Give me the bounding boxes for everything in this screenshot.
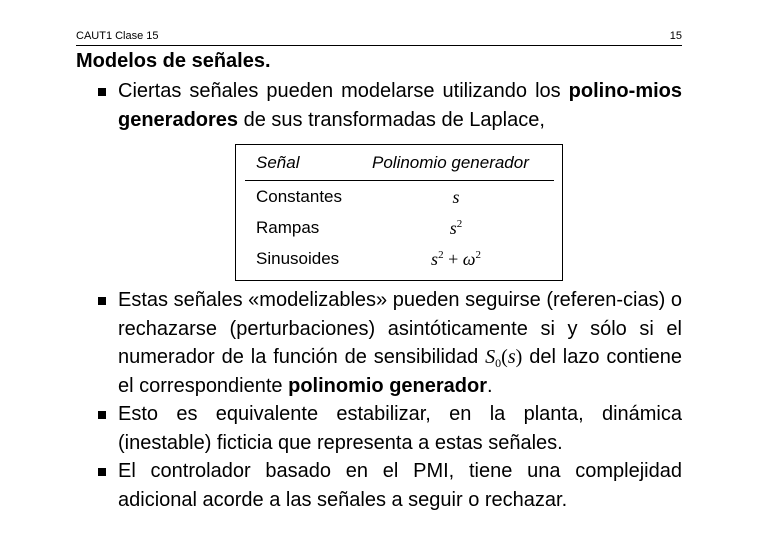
table-header-signal: Señal (256, 153, 300, 172)
bullet-paragraph-3: Esto es equivalente estabilizar, en la planta, dinámica (inestable) ficticia que representa a estas señales. (118, 403, 682, 454)
sensitivity-function: $S_0(s)$ (485, 346, 523, 370)
bold-term: polinomio generador (288, 374, 488, 397)
bold-term: polino-mios generadores (118, 80, 682, 131)
bullet-marker (96, 465, 108, 477)
table-header-polynomial: Polinomio generador (372, 153, 529, 172)
slide-header (76, 30, 682, 46)
table-cell-polynomial: $s^2 + \omega^2$ (431, 249, 481, 269)
bullet-marker (96, 85, 108, 97)
bullet-paragraph-2: Estas señales «modelizables» pueden seguirse (referen-cias) o rechazarse (perturbaciones) asintóticamente si y sólo si el numerador de la función de sensibilidad $S_0(s)$ del lazo contiene el correspondiente polinomio generador. (118, 289, 682, 397)
course-label: CAUT1 Clase 15 (76, 30, 159, 42)
slide-title: Modelos de señales. (76, 50, 271, 72)
bullet-marker (96, 294, 108, 306)
table-cell-signal: Rampas (256, 218, 320, 237)
page-number: 15 (669, 30, 682, 42)
bullet-paragraph-1: Ciertas señales pueden modelarse utilizando los polino-mios generadores de sus transformadas de Laplace, (118, 80, 682, 131)
generator-polynomial-table (235, 144, 563, 281)
bullet-paragraph-4: El controlador basado en el PMI, tiene una complejidad adicional acorde a las señales a seguir o rechazar. (118, 460, 682, 511)
bullet-marker (96, 408, 108, 420)
table-cell-polynomial: s (452, 187, 460, 207)
table-cell-signal: Sinusoides (256, 249, 340, 268)
table-rule (245, 180, 554, 181)
table-cell-polynomial: $s^2$ (449, 218, 463, 238)
table-cell-signal: Constantes (256, 187, 342, 206)
